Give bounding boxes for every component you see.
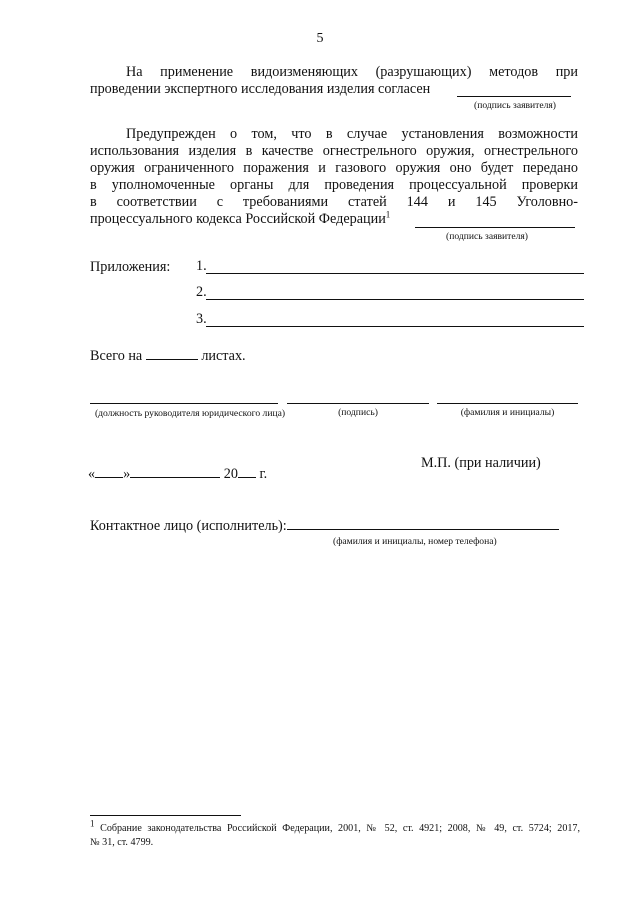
- date-day-line[interactable]: [95, 465, 123, 478]
- warning-line-6: [90, 211, 578, 228]
- warning-line-6-text: процессуального кодекса Российской Федерации: [90, 211, 386, 227]
- attachment-number-3: 3.: [196, 311, 207, 327]
- attachment-line-2[interactable]: [206, 299, 584, 300]
- date-year-suffix: г.: [259, 466, 268, 482]
- stamp-label: М.П. (при наличии): [421, 455, 541, 471]
- consent-signature-line[interactable]: [457, 96, 571, 97]
- signature-caption: (подпись): [338, 407, 378, 418]
- contact-field: [90, 517, 559, 535]
- attachment-number-1: 1.: [196, 258, 207, 274]
- position-caption: (должность руководителя юридического лица): [94, 408, 286, 419]
- total-suffix: листах.: [201, 348, 246, 364]
- footnote-line-1: [90, 818, 580, 836]
- attachment-row-1[interactable]: [196, 258, 584, 276]
- consent-line-1: На применение видоизменяющих (разрушающих) методов при: [126, 64, 578, 80]
- warning-line-3: оружия ограниченного поражения и газового оружия оно будет передано: [90, 160, 578, 176]
- date-open-quote: «: [88, 466, 96, 482]
- page-number: 5: [316, 31, 324, 46]
- attachment-line-1[interactable]: [206, 273, 584, 274]
- footnote-text-1: Собрание законодательства Российской Федерации, 2001, № 52, ст. 4921; 2008, № 49, ст. 5724; 2017,: [100, 823, 580, 834]
- signature-line[interactable]: [287, 403, 429, 404]
- date-close-quote: »: [123, 466, 131, 482]
- attachment-row-2[interactable]: [196, 284, 584, 302]
- date-field: [88, 465, 267, 483]
- warning-signature-line[interactable]: [415, 227, 575, 228]
- position-line[interactable]: [90, 403, 278, 404]
- name-caption: (фамилия и инициалы): [460, 407, 555, 418]
- footnote-mark: 1: [90, 818, 95, 829]
- date-month-line[interactable]: [130, 465, 220, 478]
- consent-signature-caption: (подпись заявителя): [474, 100, 557, 111]
- footnote-rule: [90, 815, 241, 816]
- total-sheets-count-line[interactable]: [146, 347, 198, 360]
- name-line[interactable]: [437, 403, 578, 404]
- date-year-prefix: 20: [223, 466, 238, 482]
- contact-line[interactable]: [287, 517, 559, 530]
- footnote-reference[interactable]: 1: [385, 209, 391, 220]
- contact-label: Контактное лицо (исполнитель):: [90, 518, 287, 534]
- date-year-line[interactable]: [238, 465, 256, 478]
- total-prefix: Всего на: [90, 348, 143, 364]
- warning-line-4: в уполномоченные органы для проведения процессуальной проверки: [90, 177, 578, 193]
- consent-line-2-text: проведении экспертного исследования изделия согласен: [90, 81, 431, 97]
- warning-line-2: использования изделия в качестве огнестрельного оружия, огнестрельного: [90, 143, 578, 159]
- attachment-number-2: 2.: [196, 284, 207, 300]
- attachments-label: Приложения:: [90, 259, 171, 275]
- total-sheets: [90, 347, 246, 365]
- warning-signature-caption: (подпись заявителя): [446, 231, 529, 242]
- footnote-line-2: № 31, ст. 4799.: [90, 837, 154, 848]
- warning-line-1: Предупрежден о том, что в случае установления возможности: [126, 126, 578, 142]
- contact-caption: (фамилия и инициалы, номер телефона): [333, 536, 497, 547]
- attachment-line-3[interactable]: [206, 326, 584, 327]
- attachment-row-3[interactable]: [196, 311, 584, 329]
- warning-line-5: в соответствии с требованиями статей 144 и 145 Уголовно-: [90, 194, 578, 210]
